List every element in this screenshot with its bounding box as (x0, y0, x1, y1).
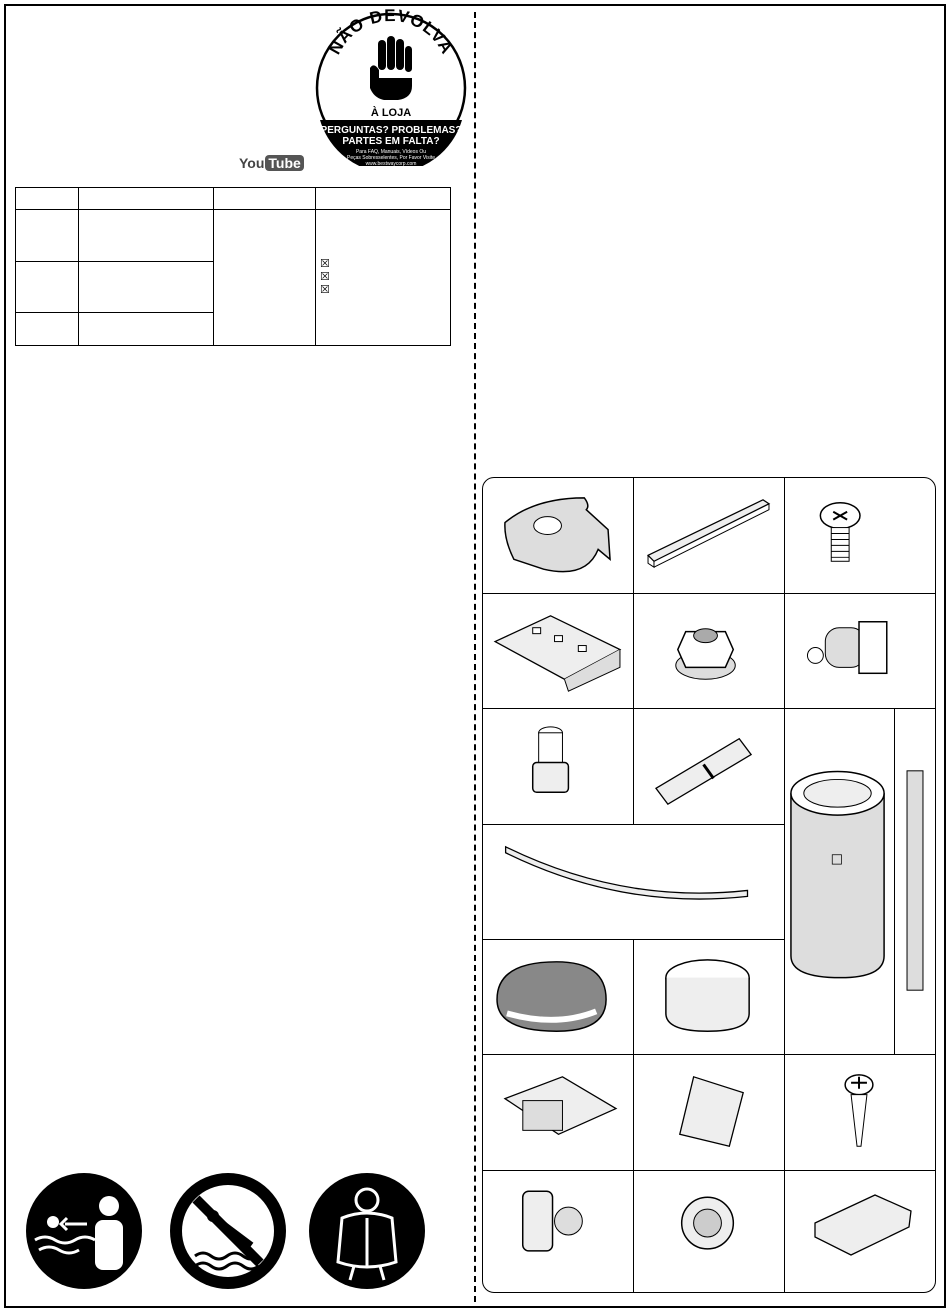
part-bracket-plate (483, 594, 634, 709)
svg-text:PERGUNTAS? PROBLEMAS?: PERGUNTAS? PROBLEMAS? (320, 125, 462, 136)
part-skimmer-housing (785, 594, 936, 709)
sleeve-icon (634, 709, 784, 824)
svg-text:À LOJA: À LOJA (370, 107, 412, 119)
part-tape (634, 940, 785, 1055)
u-clip-icon (785, 1171, 936, 1292)
rail-strip-icon (895, 709, 936, 1054)
part-u-clip (785, 1171, 936, 1292)
part-sleeve (634, 709, 785, 825)
bracket-cover-icon (634, 1055, 784, 1170)
table-cell (16, 262, 79, 313)
clip-icon (483, 478, 633, 593)
parts-panel (482, 477, 936, 1293)
part-liner (785, 709, 895, 1055)
part-top-rail (483, 825, 785, 940)
tapping-screw-icon (785, 1055, 936, 1170)
valve-icon (483, 1171, 633, 1292)
skimmer-housing-icon (785, 594, 936, 708)
svg-text:www.bestwaycorp.com: www.bestwaycorp.com (365, 161, 417, 166)
part-clip (483, 478, 634, 594)
table-cell (16, 210, 79, 262)
t-bracket-icon (483, 1055, 633, 1170)
screw-icon (785, 478, 936, 593)
table-cell (79, 210, 214, 262)
strainer-icon (634, 1171, 784, 1292)
part-t-bracket (483, 1055, 634, 1171)
youtube-tube-text: Tube (265, 155, 303, 171)
youtube-you-text: You (239, 155, 265, 171)
svg-text:Para FAQ, Manuais, Vídeos Ou: Para FAQ, Manuais, Vídeos Ou (355, 149, 427, 155)
liner-icon (785, 709, 894, 1054)
checkbox[interactable]: ☒ (320, 258, 330, 270)
part-tapping-screw (785, 1055, 936, 1171)
checkbox-cell (316, 210, 451, 346)
svg-text:☐: ☐ (830, 852, 844, 869)
checkbox[interactable]: ☒ (320, 284, 330, 296)
table-cell (16, 313, 79, 346)
flange-nut-icon (634, 594, 784, 708)
table-header-cell (79, 188, 214, 210)
part-rail-strip (895, 709, 936, 1055)
svg-text:PARTES EM FALTA?: PARTES EM FALTA? (342, 136, 440, 147)
part-hose-connector (483, 709, 634, 825)
part-bracket-cover (634, 1055, 785, 1171)
checkbox[interactable]: ☒ (320, 271, 330, 283)
info-table (15, 187, 451, 346)
hose-connector-icon (483, 709, 633, 824)
top-rail-icon (483, 825, 784, 939)
svg-text:NÃO DEVOLVA: NÃO DEVOLVA (325, 6, 457, 58)
svg-text:Peças Sobresselentes, Por Favo: Peças Sobresselentes, Por Favor Visite (346, 155, 436, 161)
table-header-cell (16, 188, 79, 210)
youtube-logo[interactable] (239, 152, 304, 174)
table-header-cell (316, 188, 451, 210)
part-rail (634, 478, 785, 594)
ground-cloth-icon (483, 940, 633, 1054)
no-diving-icon (169, 1172, 287, 1290)
part-screw (785, 478, 936, 594)
do-not-return-badge (314, 6, 468, 166)
bracket-plate-icon (483, 594, 633, 708)
tape-icon (634, 940, 784, 1054)
table-cell (214, 210, 316, 346)
rail-icon (634, 478, 784, 593)
table-cell (79, 262, 214, 313)
table-header-cell (214, 188, 316, 210)
part-ground-cloth (483, 940, 634, 1055)
life-vest-icon (308, 1172, 426, 1290)
part-flange-nut (634, 594, 785, 709)
table-cell (79, 313, 214, 346)
part-valve (483, 1171, 634, 1292)
supervise-children-icon (25, 1172, 143, 1290)
part-strainer (634, 1171, 785, 1292)
cut-line (474, 12, 476, 1302)
